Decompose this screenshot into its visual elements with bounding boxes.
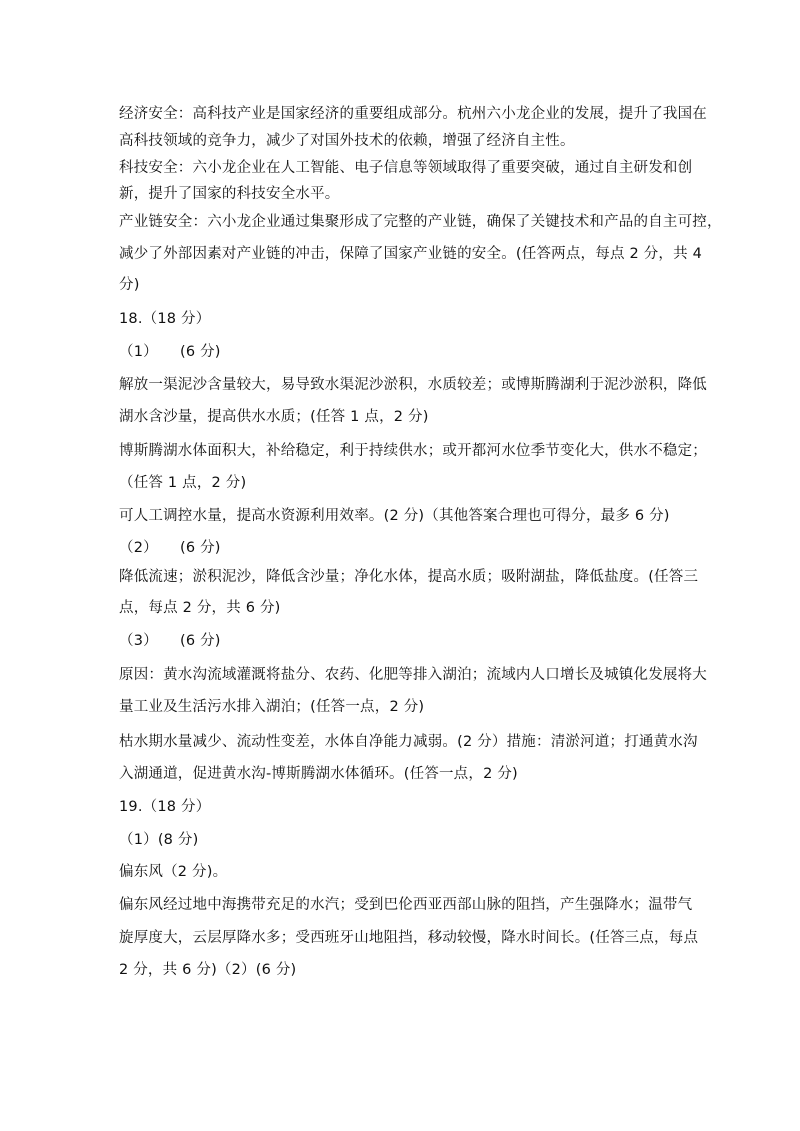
text-line-22: 入湖通道，促进黄水沟-博斯腾湖水体循环。(任答一点，2 分) <box>119 766 518 782</box>
text-line-7: 分) <box>119 277 140 293</box>
text-line-11: 湖水含沙量，提高供水水质；(任答 1 点，2 分) <box>119 409 429 425</box>
text-line-14: 可人工调控水量，提高水资源利用效率。(2 分)（其他答案合理也可得分，最多 6 分) <box>119 508 670 524</box>
text-line-4: 新，提升了国家的科技安全水平。 <box>119 186 340 202</box>
text-line-5: 产业链安全：六小龙企业通过集聚形成了完整的产业链，确保了关键技术和产品的自主可控， <box>119 214 722 230</box>
text-line-1: 经济安全：高科技产业是国家经济的重要组成部分。杭州六小龙企业的发展，提升了我国在 <box>119 106 707 122</box>
question-19-part-1-heading: （1）(8 分) <box>119 832 199 848</box>
text-line-2: 高科技领域的竞争力，减少了对国外技术的依赖，增强了经济自主性。 <box>119 133 575 149</box>
text-line-21: 枯水期水量减少、流动性变差，水体自净能力减弱。(2 分）措施：清淤河道；打通黄水沟 <box>119 734 698 750</box>
text-line-20: 量工业及生活污水排入湖泊；(任答一点，2 分) <box>119 699 425 715</box>
text-line-12: 博斯腾湖水体面积大，补给稳定，利于持续供水；或开都河水位季节变化大，供水不稳定； <box>119 443 707 459</box>
text-line-19: 原因：黄水沟流域灌溉将盐分、农药、化肥等排入湖泊；流域内人口增长及城镇化发展将大 <box>119 667 707 683</box>
text-line-13: （任答 1 点，2 分) <box>119 475 247 491</box>
question-18-part-3-heading: （3） (6 分) <box>119 633 221 649</box>
text-line-16: 降低流速；淤积泥沙，降低含沙量；净化水体，提高水质；吸附湖盐，降低盐度。(任答三 <box>119 569 699 585</box>
text-line-6: 减少了外部因素对产业链的冲击，保障了国家产业链的安全。(任答两点，每点 2 分，共 4 <box>119 246 703 262</box>
question-19-heading: 19.（18 分） <box>119 799 211 815</box>
question-18-part-2-heading: （2） (6 分) <box>119 540 221 556</box>
text-line-3: 科技安全：六小龙企业在人工智能、电子信息等领域取得了重要突破，通过自主研发和创 <box>119 160 693 176</box>
question-18-heading: 18.（18 分） <box>119 311 211 327</box>
text-line-28: 2 分，共 6 分)（2）(6 分) <box>119 962 297 978</box>
text-line-17: 点，每点 2 分，共 6 分) <box>119 600 281 616</box>
text-line-10: 解放一渠泥沙含量较大，易导致水渠泥沙淤积，水质较差；或博斯腾湖利于泥沙淤积，降低 <box>119 377 707 393</box>
question-18-part-1-heading: （1） (6 分) <box>119 344 221 360</box>
text-line-27: 旋厚度大，云层厚降水多；受西班牙山地阻挡，移动较慢，降水时间长。(任答三点，每点 <box>119 930 699 946</box>
text-line-26: 偏东风经过地中海携带充足的水汽；受到巴伦西亚西部山脉的阻挡，产生强降水；温带气 <box>119 897 693 913</box>
text-line-25: 偏东风（2 分)。 <box>119 864 228 880</box>
